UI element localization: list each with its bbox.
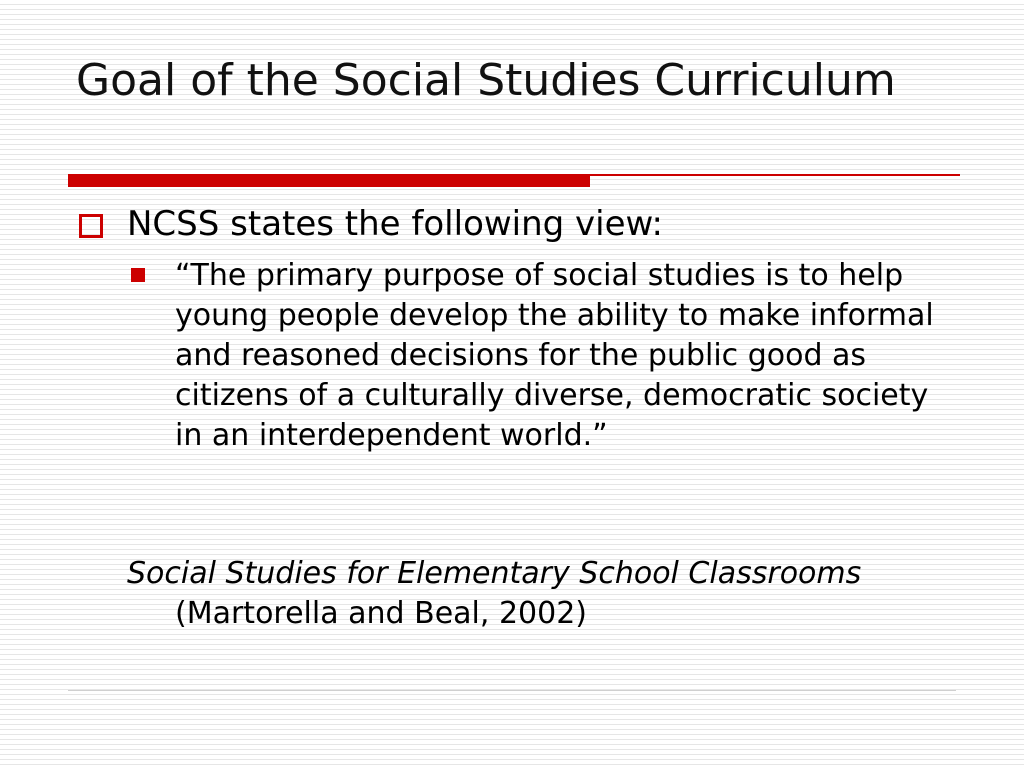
ncss-quote: “The primary purpose of social studies is to help young people develop the ability to make informal and reasoned decisions for the public good as citizens of a culturally diverse, democratic society in an interdependent world.” bbox=[175, 258, 934, 453]
title-underline-thick bbox=[68, 174, 590, 187]
footer-divider bbox=[68, 690, 956, 691]
filled-square-icon bbox=[131, 268, 145, 282]
citation-source: (Martorella and Beal, 2002) bbox=[175, 596, 588, 631]
citation-book-title: Social Studies for Elementary School Classrooms bbox=[127, 556, 862, 591]
bullet-ncss-view: NCSS states the following view: bbox=[127, 204, 663, 244]
slide-title: Goal of the Social Studies Curriculum bbox=[76, 55, 896, 106]
hollow-square-icon bbox=[79, 214, 103, 238]
title-underline-thin bbox=[590, 174, 960, 176]
citation bbox=[127, 554, 1015, 634]
